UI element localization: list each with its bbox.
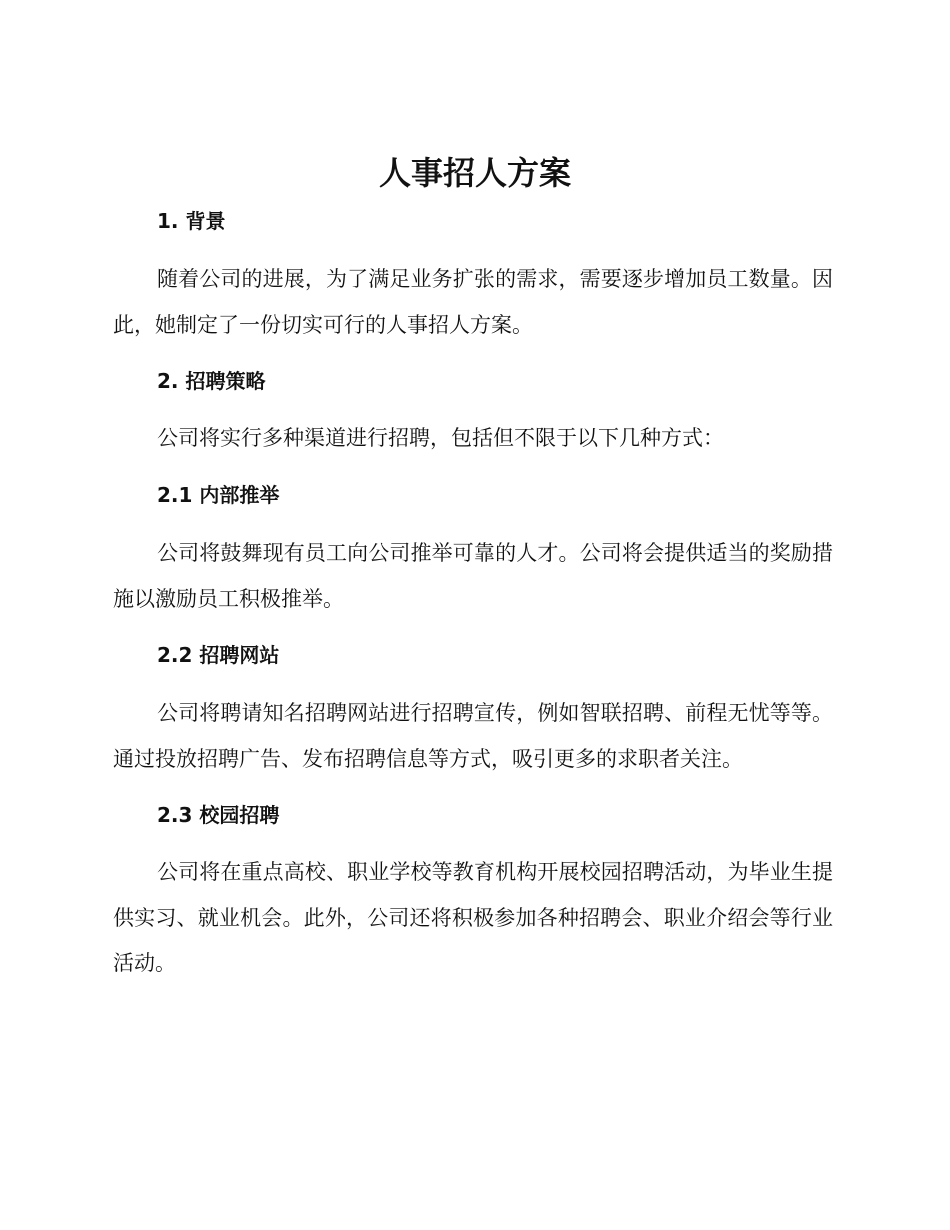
section-paragraph-recruiting-strategy: 公司将实行多种渠道进行招聘，包括但不限于以下几种方式：: [157, 426, 724, 450]
section-paragraph-background: 随着公司的进展，为了满足业务扩张的需求，需要逐步增加员工数量。因此，她制定了一份切实可行的人事招人方案。: [113, 267, 833, 337]
document-title: 人事招人方案: [378, 154, 571, 192]
section-heading-background: 1. 背景: [157, 209, 226, 233]
section-paragraph-recruiting-websites: 公司将聘请知名招聘网站进行招聘宣传，例如智联招聘、前程无忧等等。通过投放招聘广告、发布招聘信息等方式，吸引更多的求职者关注。: [113, 701, 833, 771]
section-paragraph-campus-recruiting: 公司将在重点高校、职业学校等教育机构开展校园招聘活动，为毕业生提供实习、就业机会。此外，公司还将积极参加各种招聘会、职业介绍会等行业活动。: [113, 860, 833, 975]
section-heading-campus-recruiting: 2.3 校园招聘: [157, 803, 280, 827]
section-paragraph-internal-referral: 公司将鼓舞现有员工向公司推举可靠的人才。公司将会提供适当的奖励措施以激励员工积极推举。: [113, 541, 833, 611]
section-heading-recruiting-websites: 2.2 招聘网站: [157, 643, 280, 667]
section-heading-internal-referral: 2.1 内部推举: [157, 483, 280, 507]
section-heading-recruiting-strategy: 2. 招聘策略: [157, 369, 266, 393]
